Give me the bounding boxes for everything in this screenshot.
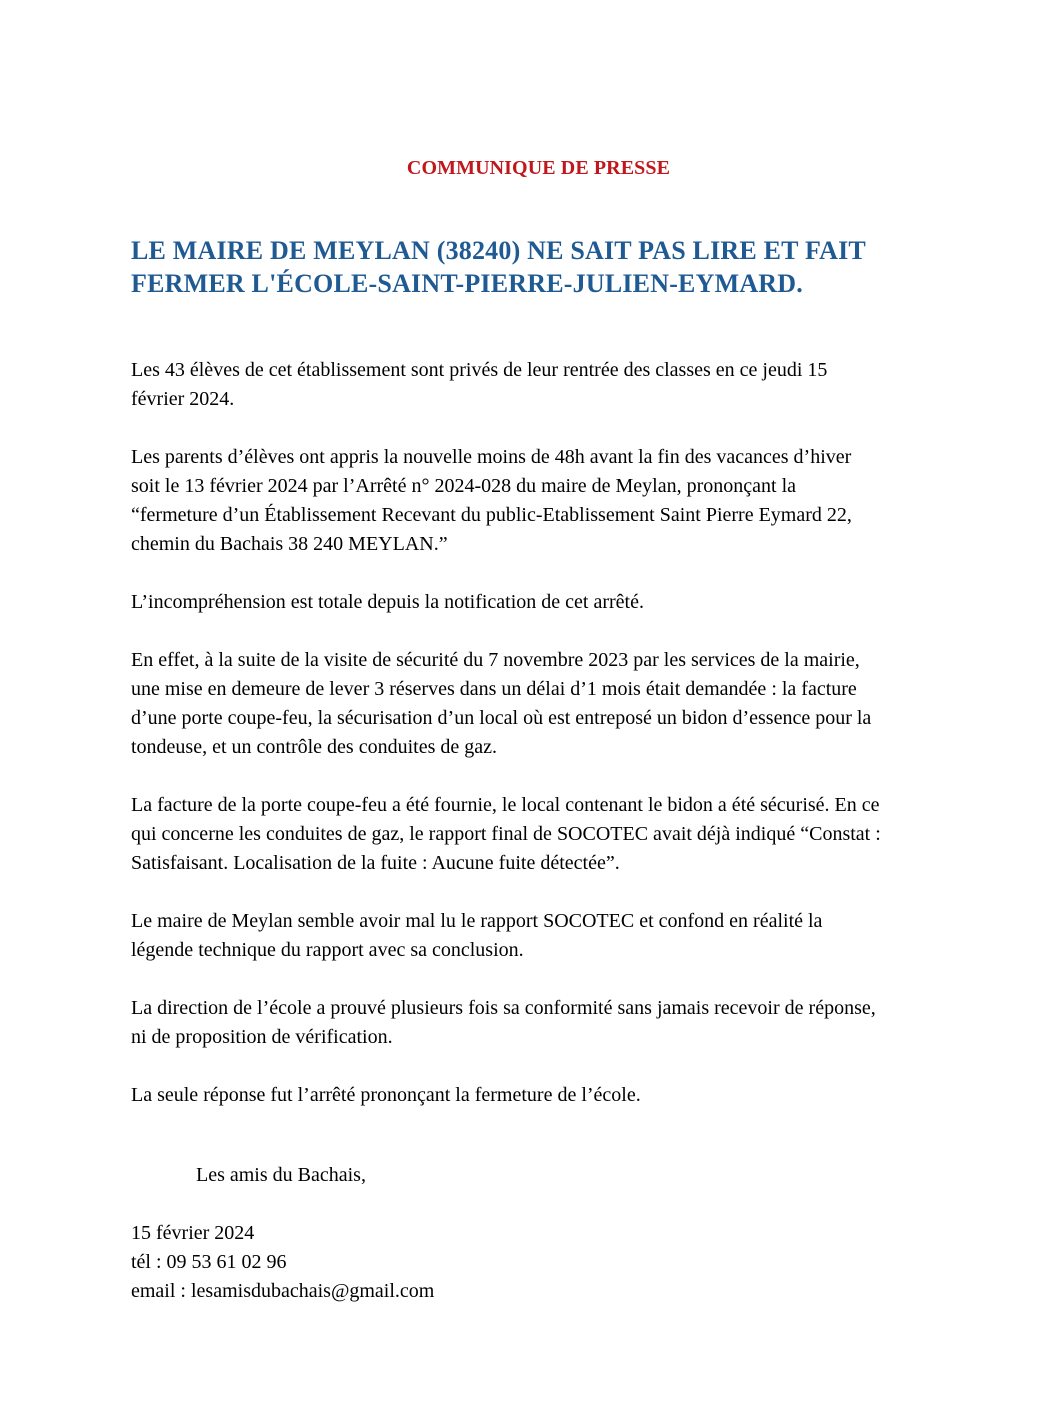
paragraph-7 xyxy=(131,994,961,1052)
paragraph-3 xyxy=(131,588,961,617)
headline-line: FERMER L'ÉCOLE-SAINT-PIERRE-JULIEN-EYMARD. xyxy=(131,269,803,298)
email-address: email : lesamisdubachais@gmail.com xyxy=(131,1280,435,1302)
phone-number: tél : 09 53 61 02 96 xyxy=(131,1251,287,1273)
body-text xyxy=(131,356,961,1139)
headline xyxy=(131,234,951,300)
paragraph-line: Satisfaisant. Localisation de la fuite : Aucune fuite détectée”. xyxy=(131,852,620,874)
paragraph-line: Les 43 élèves de cet établissement sont privés de leur rentrée des classes en ce jeudi 15 xyxy=(131,359,828,381)
paragraph-line: La facture de la porte coupe-feu a été fournie, le local contenant le bidon a été sécurisé. En ce xyxy=(131,794,880,816)
paragraph-line: soit le 13 février 2024 par l’Arrêté n° 2024-028 du maire de Meylan, prononçant la xyxy=(131,475,797,497)
contact-block xyxy=(131,1219,434,1306)
paragraph-5 xyxy=(131,791,961,878)
paragraph-line: “fermeture d’un Établissement Recevant du public-Etablissement Saint Pierre Eymard 22, xyxy=(131,504,852,526)
paragraph-line: qui concerne les conduites de gaz, le rapport final de SOCOTEC avait déjà indiqué “Constat : xyxy=(131,823,881,845)
paragraph-line: La direction de l’école a prouvé plusieurs fois sa conformité sans jamais recevoir de réponse, xyxy=(131,997,876,1019)
press-release-label: COMMUNIQUE DE PRESSE xyxy=(406,157,671,179)
paragraph-line: une mise en demeure de lever 3 réserves dans un délai d’1 mois était demandée : la facture xyxy=(131,678,857,700)
release-date: 15 février 2024 xyxy=(131,1222,255,1244)
paragraph-1 xyxy=(131,356,961,414)
paragraph-6 xyxy=(131,907,961,965)
paragraph-line: d’une porte coupe-feu, la sécurisation d’un local où est entreposé un bidon d’essence pour la xyxy=(131,707,872,729)
headline-line: LE MAIRE DE MEYLAN (38240) NE SAIT PAS LIRE ET FAIT xyxy=(131,236,866,265)
paragraph-line: La seule réponse fut l’arrêté prononçant la fermeture de l’école. xyxy=(131,1084,641,1106)
paragraph-line: février 2024. xyxy=(131,388,235,410)
paragraph-line: Le maire de Meylan semble avoir mal lu le rapport SOCOTEC et confond en réalité la xyxy=(131,910,823,932)
paragraph-line: L’incompréhension est totale depuis la notification de cet arrêté. xyxy=(131,591,644,613)
paragraph-line: En effet, à la suite de la visite de sécurité du 7 novembre 2023 par les services de la mairie, xyxy=(131,649,860,671)
paragraph-4 xyxy=(131,646,961,762)
paragraph-line: chemin du Bachais 38 240 MEYLAN.” xyxy=(131,533,448,555)
signature: Les amis du Bachais, xyxy=(196,1164,366,1186)
paragraph-line: ni de proposition de vérification. xyxy=(131,1026,393,1048)
paragraph-8 xyxy=(131,1081,961,1110)
paragraph-line: tondeuse, et un contrôle des conduites de gaz. xyxy=(131,736,497,758)
paragraph-line: Les parents d’élèves ont appris la nouvelle moins de 48h avant la fin des vacances d’hiver xyxy=(131,446,852,468)
paragraph-line: légende technique du rapport avec sa conclusion. xyxy=(131,939,524,961)
paragraph-2 xyxy=(131,443,961,559)
